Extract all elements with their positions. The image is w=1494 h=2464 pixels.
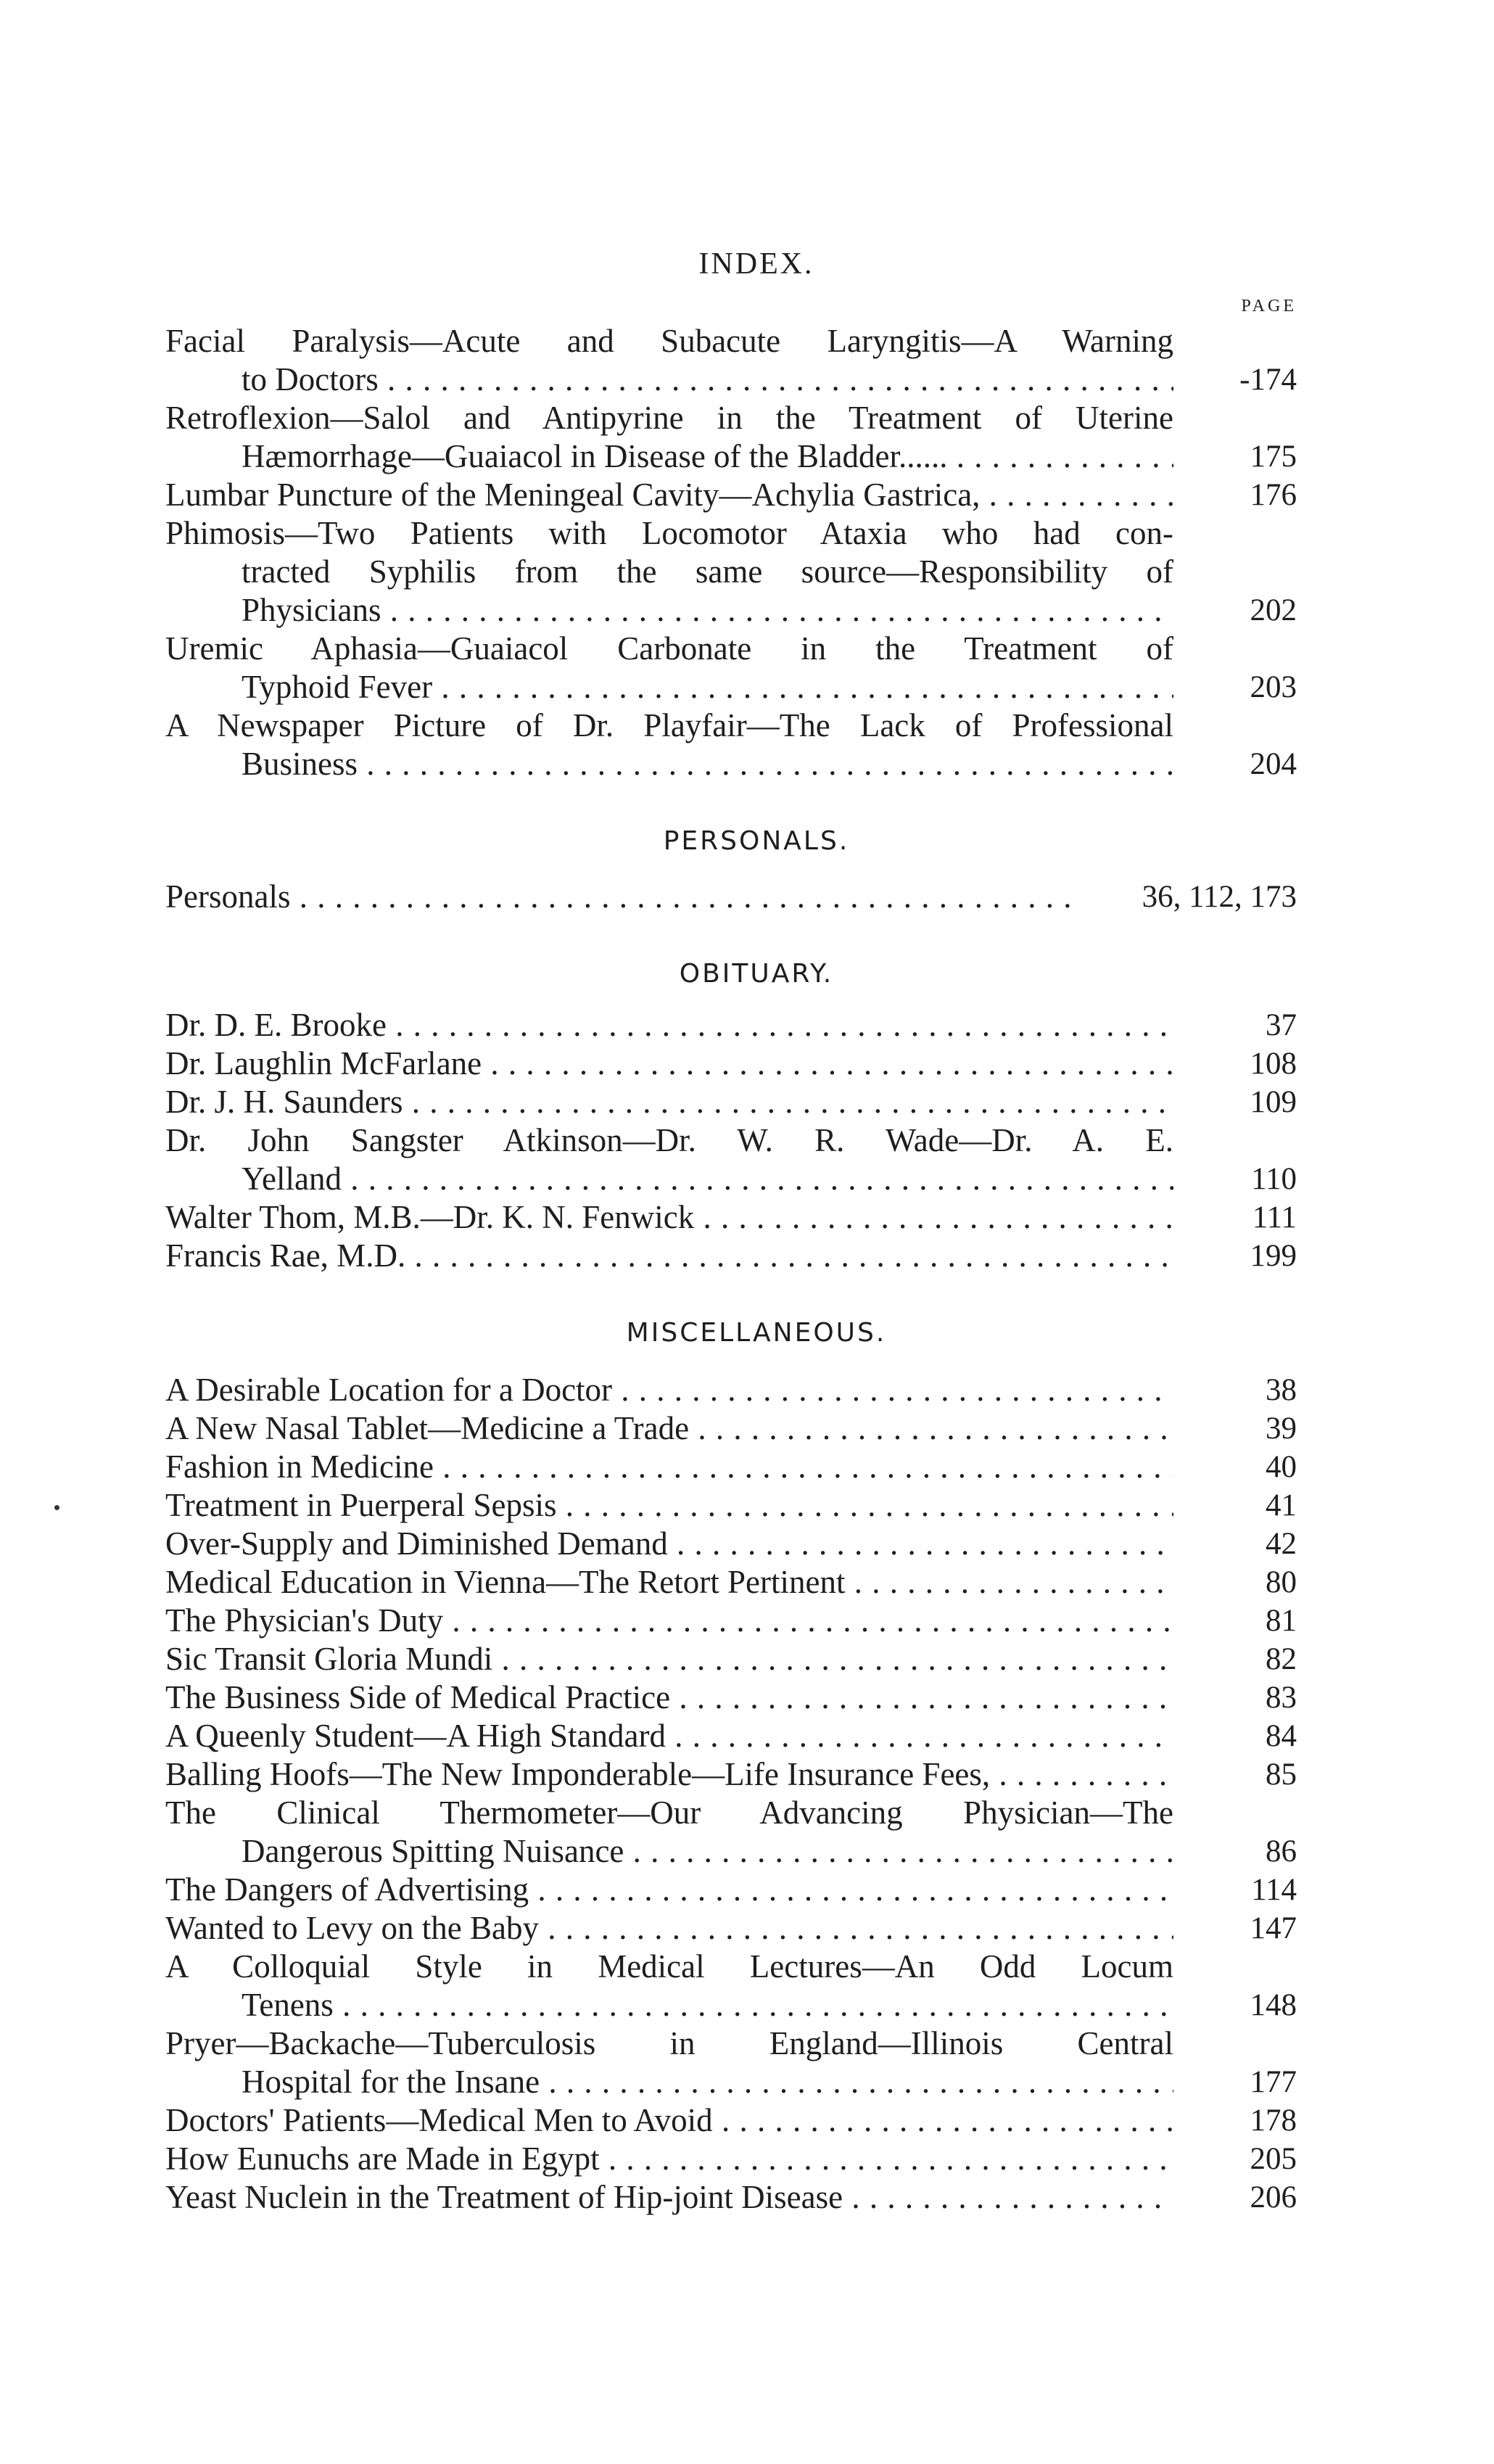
entry-page-number: 175 [1250, 440, 1297, 474]
personals-heading: PERSONALS. [663, 826, 850, 856]
miscellaneous-heading: MISCELLANEOUS. [626, 1318, 887, 1348]
entry-title-line: Facial Paralysis—Acute and Subacute Laryngitis—A Warning [165, 323, 1173, 359]
index-entry [165, 1121, 1297, 1198]
miscellaneous-entries [165, 1371, 1297, 2217]
entry-title-line: Sic Transit Gloria Mundi . . . [165, 1640, 1173, 1678]
index-entries [165, 322, 1297, 783]
index-entry [165, 1371, 1297, 1409]
page-column-heading: PAGE [1241, 297, 1297, 316]
entry-title-line: Dangerous Spitting Nuisance . . . [165, 1832, 1173, 1871]
entry-title-line: Personals . . . [165, 878, 1079, 916]
entry-title-line: A Queenly Student—A High Standard . . . [165, 1717, 1173, 1755]
entry-page-number: 206 [1250, 2180, 1297, 2214]
entry-title-line: Balling Hoofs—The New Imponderable—Life Insurance Fees, . . . [165, 1755, 1173, 1794]
entry-page-number: 114 [1251, 1873, 1297, 1907]
index-entry [165, 1525, 1297, 1563]
index-entry [165, 1640, 1297, 1678]
obituary-entries [165, 1006, 1297, 1275]
entry-title-line: Dr. D. E. Brooke . . . [165, 1006, 1173, 1044]
entry-title-line: Typhoid Fever . . . [165, 668, 1173, 706]
index-entry [165, 1602, 1297, 1640]
index-entry [165, 1678, 1297, 1717]
entry-page-number: 41 [1266, 1488, 1297, 1523]
entry-title-line: tracted Syphilis from the same source—Responsibility of [242, 553, 1173, 590]
index-entry [165, 1044, 1297, 1083]
entry-title-line: Fashion in Medicine . . . [165, 1448, 1173, 1486]
entry-page-number: 178 [1250, 2104, 1297, 2138]
entry-title-line: Retroflexion—Salol and Antipyrine in the Treatment of Uterine [165, 400, 1173, 436]
index-entry [165, 2178, 1297, 2217]
entry-title-line: Hæmorrhage—Guaiacol in Disease of the Bladder...... . . . [165, 437, 1173, 476]
entry-page-number: 83 [1266, 1681, 1297, 1715]
entry-title-line: Yelland . . . [165, 1160, 1173, 1198]
index-entry [165, 1083, 1297, 1121]
entry-page-number: -174 [1239, 363, 1297, 397]
entry-title-line: Dr. J. H. Saunders . . . [165, 1083, 1173, 1121]
entry-page-number: 205 [1250, 2142, 1297, 2176]
index-entry [165, 2140, 1297, 2178]
index-page [165, 247, 1297, 2217]
entry-title-line: Over-Supply and Diminished Demand . . . [165, 1525, 1173, 1563]
index-entry [165, 1563, 1297, 1602]
entry-title-line: to Doctors . . . [165, 360, 1173, 399]
entry-title-line: A Newspaper Picture of Dr. Playfair—The Lack of Professional [165, 707, 1173, 743]
entry-page-number: 203 [1250, 670, 1297, 704]
entry-page-number: 111 [1252, 1200, 1297, 1235]
obituary-heading: OBITUARY. [679, 959, 834, 989]
entry-title-line: The Physician's Duty . . . [165, 1602, 1173, 1640]
entry-page-number: 82 [1266, 1642, 1297, 1676]
entry-title-line: A Desirable Location for a Doctor . . . [165, 1371, 1173, 1409]
entry-page-number: 199 [1250, 1239, 1297, 1273]
entry-title-line: Tenens . . . [165, 1986, 1173, 2024]
index-entry [165, 1794, 1297, 1871]
index-entry [165, 1006, 1297, 1044]
entry-title-line: Hospital for the Insane . . . [165, 2063, 1173, 2101]
entry-page-number: 39 [1266, 1412, 1297, 1446]
index-entry [165, 1717, 1297, 1755]
entry-page-number: 108 [1250, 1047, 1297, 1081]
index-entry [165, 1909, 1297, 1948]
entry-title-line: A New Nasal Tablet—Medicine a Trade . . . [165, 1409, 1173, 1448]
entry-title-line: The Clinical Thermometer—Our Advancing Physician—The [165, 1795, 1173, 1831]
index-entry [165, 1409, 1297, 1448]
index-entry [165, 1198, 1297, 1237]
entry-title-line: A Colloquial Style in Medical Lectures—An Odd Locum [165, 1948, 1173, 1985]
index-entry [165, 476, 1297, 514]
index-entry [165, 1237, 1297, 1275]
index-entry [165, 2024, 1297, 2101]
entry-title-line: Medical Education in Vienna—The Retort Pertinent . . . [165, 1563, 1173, 1602]
index-entry [165, 1948, 1297, 2024]
entry-title-line: Doctors' Patients—Medical Men to Avoid . . . [165, 2101, 1173, 2140]
index-entry [165, 1871, 1297, 1909]
index-entry [165, 630, 1297, 706]
index-entry [165, 1448, 1297, 1486]
entry-title-line: Dr. John Sangster Atkinson—Dr. W. R. Wade—Dr. A. E. [165, 1122, 1173, 1158]
entry-title-line: Lumbar Puncture of the Meningeal Cavity—Achylia Gastrica, . . . [165, 476, 1173, 514]
entry-page-number: 40 [1266, 1450, 1297, 1484]
index-entry [165, 514, 1297, 630]
entry-title-line: Wanted to Levy on the Baby . . . [165, 1909, 1173, 1948]
index-entry [165, 399, 1297, 476]
entry-title-line: Phimosis—Two Patients with Locomotor Ataxia who had con- [165, 515, 1173, 551]
entry-page-number: 85 [1266, 1758, 1297, 1792]
stray-ink-dot [54, 1505, 59, 1510]
entry-page-number: 38 [1266, 1373, 1297, 1407]
index-entry [165, 322, 1297, 399]
entry-page-number: 80 [1266, 1565, 1297, 1599]
entry-title-line: Physicians . . . [165, 591, 1173, 630]
entry-title-line: How Eunuchs are Made in Egypt . . . [165, 2140, 1173, 2178]
entry-page-number: 110 [1251, 1162, 1297, 1196]
entry-page-number: 148 [1250, 1988, 1297, 2022]
entry-title-line: Dr. Laughlin McFarlane . . . [165, 1044, 1173, 1083]
entry-title-line: The Business Side of Medical Practice . . . [165, 1678, 1173, 1717]
entry-page-number: 109 [1250, 1085, 1297, 1119]
entry-title-line: Walter Thom, M.B.—Dr. K. N. Fenwick . . . [165, 1198, 1173, 1237]
entry-page-number: 81 [1266, 1604, 1297, 1638]
entry-title-line: Business . . . [165, 745, 1173, 783]
index-entry [165, 706, 1297, 783]
running-head: INDEX. [698, 247, 814, 281]
entry-title-line: Yeast Nuclein in the Treatment of Hip-joint Disease . . . [165, 2178, 1173, 2217]
index-entry [165, 2101, 1297, 2140]
entry-page-number: 147 [1250, 1911, 1297, 1945]
entry-page-number: 42 [1266, 1527, 1297, 1561]
index-entry [165, 878, 1297, 916]
entry-page-number: 177 [1250, 2065, 1297, 2099]
entry-title-line: Treatment in Puerperal Sepsis . . . [165, 1486, 1173, 1525]
personals-entries [165, 878, 1297, 916]
entry-page-number: 204 [1250, 747, 1297, 781]
entry-page-number: 202 [1250, 593, 1297, 627]
entry-page-number: 176 [1250, 478, 1297, 512]
index-entry [165, 1486, 1297, 1525]
entry-page-number: 37 [1266, 1008, 1297, 1042]
entry-title-line: Uremic Aphasia—Guaiacol Carbonate in the Treatment of [165, 630, 1173, 667]
index-entry [165, 1755, 1297, 1794]
entry-page-number: 86 [1266, 1834, 1297, 1868]
entry-title-line: Pryer—Backache—Tuberculosis in England—Illinois Central [165, 2025, 1173, 2061]
entry-title-line: Francis Rae, M.D. . . . [165, 1237, 1173, 1275]
entry-page-number: 84 [1266, 1719, 1297, 1753]
entry-page-number: 36, 112, 173 [1142, 880, 1297, 914]
entry-title-line: The Dangers of Advertising . . . [165, 1871, 1173, 1909]
